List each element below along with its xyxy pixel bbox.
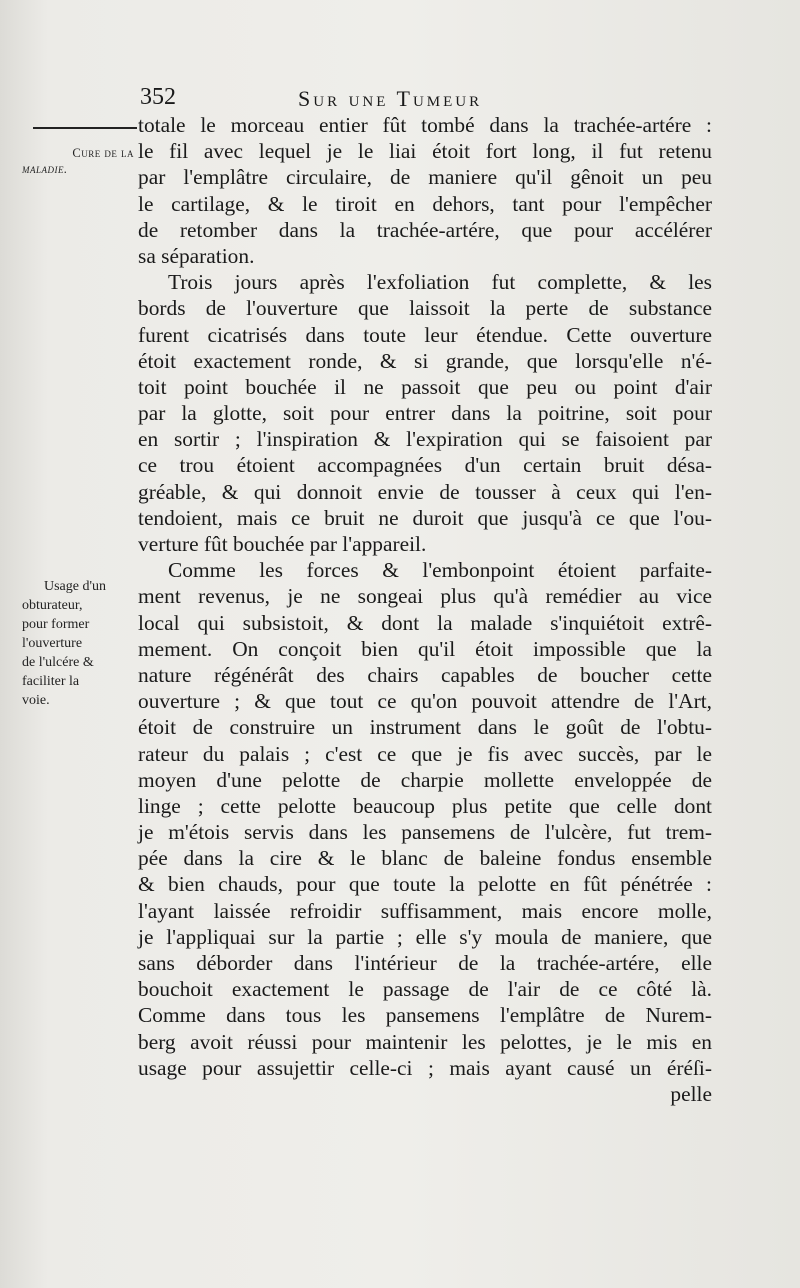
text-line: en sortir ; l'inspiration & l'expiration qui se faisoient par bbox=[138, 427, 712, 452]
margin-note-line: Usage d'un bbox=[44, 579, 107, 594]
text-line: étoit exactement ronde, & si grande, que lorsqu'elle n'é- bbox=[138, 348, 712, 373]
text-line: par l'emplâtre circulaire, de maniere qu'il gênoit un peu bbox=[138, 165, 712, 190]
text-line: gréable, & qui donnoit envie de tousser à ceux qui l'en- bbox=[138, 479, 712, 504]
text-line: le fil avec lequel je le liai étoit fort long, il fut retenu bbox=[138, 139, 712, 164]
margin-note-line: l'ouverture bbox=[22, 636, 83, 651]
text-line: Comme dans tous les pansemens l'emplâtre de Nurem- bbox=[138, 1003, 712, 1028]
text-line: pée dans la cire & le blanc de baleine fondus ensemble bbox=[138, 846, 712, 871]
text-line: Comme les forces & l'embonpoint étoient parfaite- bbox=[168, 558, 712, 583]
text-line: sa séparation. bbox=[138, 243, 255, 268]
body-text bbox=[138, 112, 712, 1107]
margin-note-line: Cure de la bbox=[72, 146, 134, 160]
margin-note-line: obturateur, bbox=[22, 598, 83, 613]
margin-note-line: maladie. bbox=[22, 162, 68, 176]
text-line: ouverture ; & que tout ce qu'on pouvoit attendre de l'Art, bbox=[138, 689, 712, 714]
page-header bbox=[140, 84, 570, 114]
page-number: 352 bbox=[140, 84, 176, 110]
margin-note-line: pour former bbox=[22, 617, 90, 632]
text-line: de retomber dans la trachée-artére, que pour accélérer bbox=[138, 217, 712, 242]
text-line: le cartilage, & le tiroit en dehors, tant pour l'empêcher bbox=[138, 191, 712, 216]
text-line: l'ayant laissée refroidir suffisamment, mais encore molle, bbox=[138, 898, 712, 923]
text-line: totale le morceau entier fût tombé dans la trachée-artére : bbox=[138, 113, 712, 137]
catchword: pelle bbox=[670, 1081, 712, 1106]
margin-note-cure bbox=[22, 145, 134, 177]
text-line: & bien chauds, pour que toute la pelotte en fût pénétrée : bbox=[138, 872, 712, 897]
text-line: rateur du palais ; c'est ce que je fis avec succès, par le bbox=[138, 741, 712, 766]
text-line: bords de l'ouverture que laissoit la perte de substance bbox=[138, 296, 712, 321]
text-line: linge ; cette pelotte beaucoup plus petite que celle dont bbox=[138, 793, 712, 818]
margin-note-line: faciliter la bbox=[22, 674, 80, 689]
text-line: je l'appliquai sur la partie ; elle s'y moula de maniere, que bbox=[138, 924, 712, 949]
margin-rule bbox=[33, 127, 137, 129]
text-line: berg avoit réussi pour maintenir les pelottes, je le mis en bbox=[138, 1029, 712, 1054]
text-line: je m'étois servis dans les pansemens de l'ulcère, fut trem- bbox=[138, 820, 712, 845]
text-line: verture fût bouchée par l'appareil. bbox=[138, 532, 427, 556]
text-line: furent cicatrisés dans toute leur étendue. Cette ouverture bbox=[138, 322, 712, 347]
text-line: ment revenus, je ne songeai plus qu'à remédier au vice bbox=[138, 584, 712, 609]
text-line: local qui subsistoit, & dont la malade s'inquiétoit extrê- bbox=[138, 610, 712, 635]
text-line: toit point bouchée il ne passoit que peu ou point d'air bbox=[138, 374, 712, 399]
text-line: usage pour assujettir celle-ci ; mais ayant causé un éréſi- bbox=[138, 1055, 712, 1080]
text-line: étoit de construire un instrument dans le goût de l'obtu- bbox=[138, 715, 712, 740]
text-line: nature régénérât des chairs capables de boucher cette bbox=[138, 662, 712, 687]
text-line: par la glotte, soit pour entrer dans la poitrine, soit pour bbox=[138, 401, 712, 426]
margin-note-line: voie. bbox=[22, 693, 50, 708]
text-line: sans déborder dans l'intérieur de la trachée-artére, elle bbox=[138, 951, 712, 975]
running-title: Sur une Tumeur bbox=[298, 86, 483, 111]
text-line: Trois jours après l'exfoliation fut complette, & les bbox=[168, 270, 712, 295]
text-line: tendoient, mais ce bruit ne duroit que jusqu'à ce que l'ou- bbox=[138, 505, 712, 530]
margin-note-line: de l'ulcére & bbox=[22, 655, 94, 670]
text-line: bouchoit exactement le passage de l'air de ce côté là. bbox=[138, 977, 712, 1002]
margin-note-usage bbox=[22, 577, 136, 710]
text-line: mement. On conçoit bien qu'il étoit impossible que la bbox=[138, 636, 712, 661]
text-line: ce trou étoient accompagnées d'un certain bruit désa- bbox=[138, 453, 712, 478]
text-line: moyen d'une pelotte de charpie mollette enveloppée de bbox=[138, 767, 712, 792]
